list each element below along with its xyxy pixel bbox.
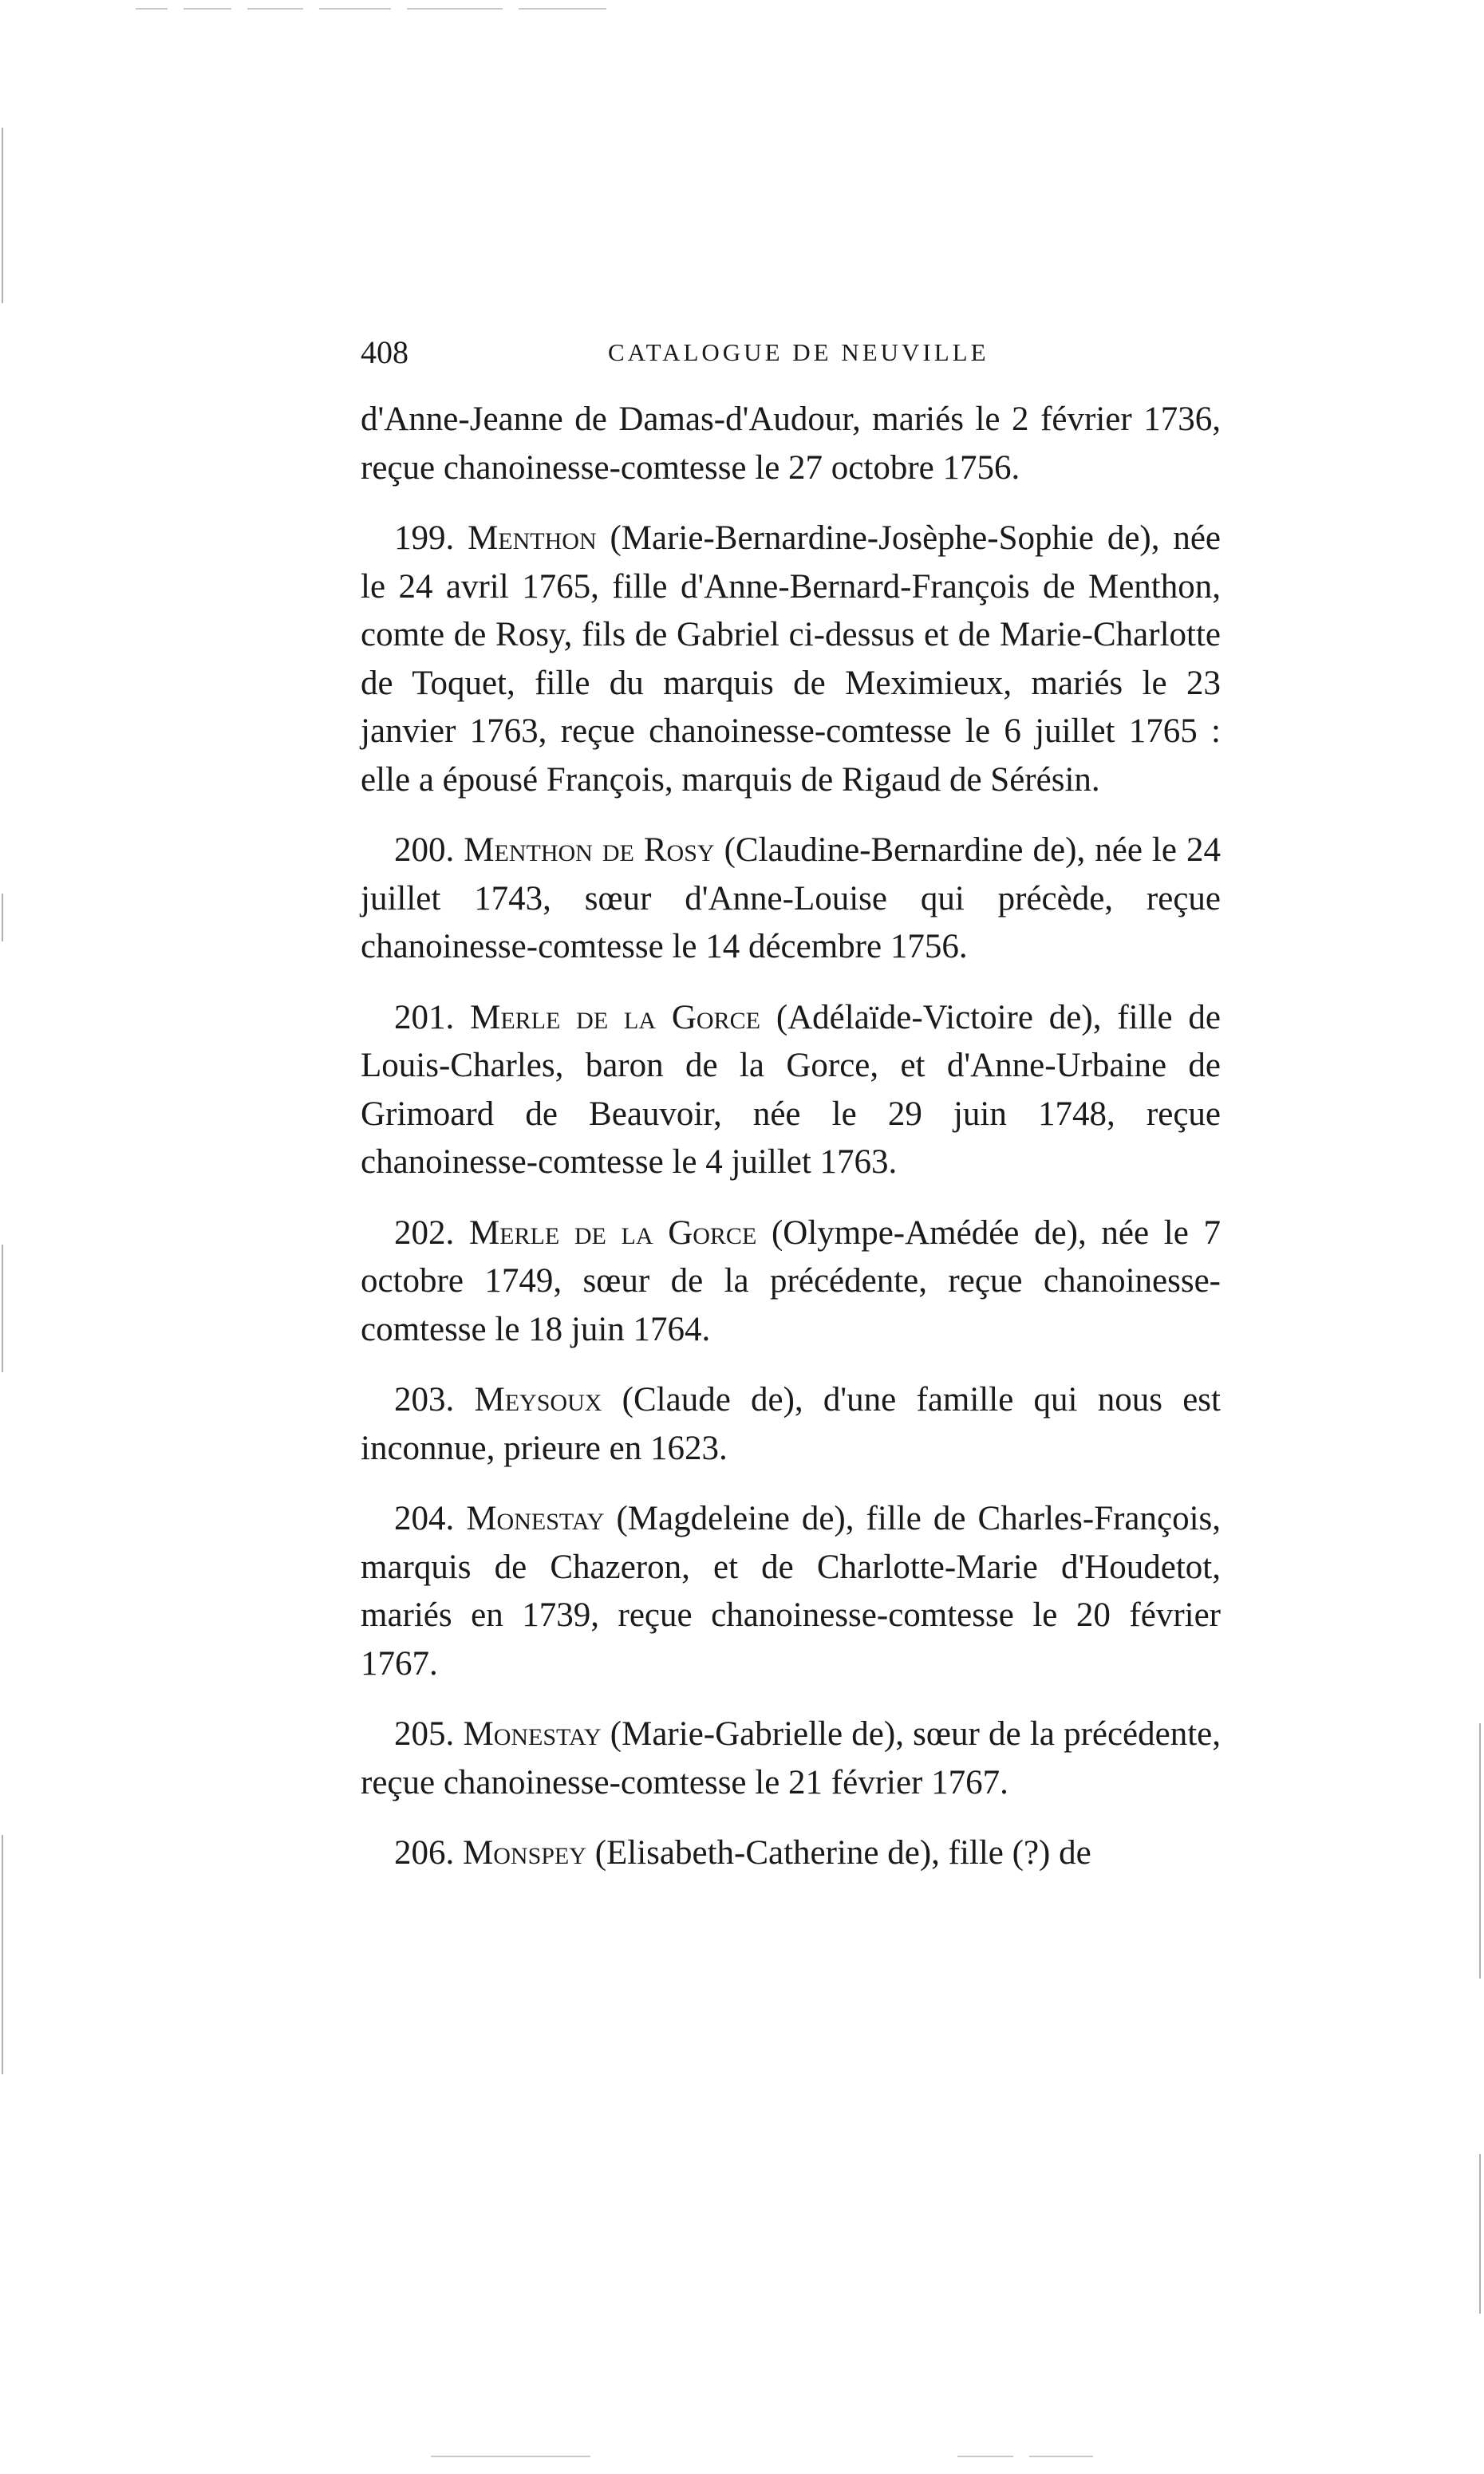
entry-family-name: Meysoux [474,1381,602,1419]
catalogue-entry-205 [361,1710,1221,1807]
catalogue-entry-199 [361,515,1221,804]
entry-number: 205. [394,1715,455,1753]
scan-artifact [431,2456,590,2457]
entry-text: (Marie-Bernardine-Josèphe-Sophie de), née le 24 avril 1765, fille d'Anne-Bernard-François de Menthon, comte de Rosy, fils de Gabriel ci-dessus et de Marie-Charlotte de Toquet, fille du marquis de Meximieux, mariés le 23 janvier 1763, reçue chanoinesse-comtesse le 6 juillet 1765 : elle a épousé François, marquis de Rigaud de Sérésin. [361,519,1221,799]
entry-number: 199. [394,519,455,557]
entry-number: 200. [394,831,455,869]
entry-family-name: Monspey [463,1834,586,1872]
scan-artifact [184,8,231,10]
catalogue-entry-204 [361,1495,1221,1688]
scan-artifact [1479,2154,1481,2314]
continuation-paragraph: d'Anne-Jeanne de Damas-d'Audour, mariés le 2 février 1736, reçue chanoinesse-comtesse le 27 octobre 1756. [361,400,1221,487]
catalogue-entry-200 [361,827,1221,972]
page-number: 408 [361,334,408,370]
scan-artifact [2,128,3,303]
scan-artifact [2,1835,3,2074]
scan-artifact [136,8,168,10]
scan-artifact [407,8,503,10]
entry-text: (Elisabeth-Catherine de), fille (?) de [594,1834,1091,1872]
entry-text: (Adélaïde-Victoire de), fille de Louis-Charles, baron de la Gorce, et d'Anne-Urbaine de Grimoard de Beauvoir, née le 29 juin 1748, reçue chanoinesse-comtesse le 4 juillet 1763. [361,998,1222,1181]
scan-artifact [2,894,3,941]
entry-text: (Magdeleine de), fille de Charles-François, marquis de Chazeron, et de Charlotte-Marie d'Houdetot, mariés en 1739, reçue chanoinesse-comtesse le 20 février 1767. [361,1500,1222,1683]
entry-number: 202. [394,1213,455,1252]
entry-text: (Claudine-Bernardine de), née le 24 juillet 1743, sœur d'Anne-Louise qui précède, reçue chanoinesse-comtesse le 14 décembre 1756. [361,831,1221,965]
running-title: CATALOGUE DE NEUVILLE [608,338,989,366]
catalogue-entry-206 [361,1829,1221,1878]
entry-family-name: Monestay [466,1500,605,1537]
entry-family-name: Menthon de Rosy [464,831,715,869]
catalogue-entry-202 [361,1209,1221,1355]
entry-text: (Marie-Gabrielle de), sœur de la précédente, reçue chanoinesse-comtesse le 21 février 1767. [361,1715,1222,1801]
scan-artifact [957,2456,1013,2457]
entry-family-name: Merle de la Gorce [470,998,760,1036]
entry-family-name: Menthon [468,519,597,557]
body-text [361,396,1221,1878]
scan-artifact [1029,2456,1093,2457]
entry-family-name: Monestay [463,1715,602,1753]
entry-number: 206. [394,1834,455,1872]
entry-family-name: Merle de la Gorce [468,1213,757,1252]
running-header [361,333,1222,381]
catalogue-entry-203 [361,1376,1221,1473]
scan-artifact [247,8,303,10]
scan-artifact [319,8,391,10]
entry-number: 204. [394,1500,455,1537]
scan-artifact [519,8,606,10]
catalogue-entry-201 [361,994,1221,1187]
entry-text: (Olympe-Amédée de), née le 7 octobre 1749, sœur de la précédente, reçue chanoinesse-comtesse le 18 juin 1764. [361,1213,1221,1348]
scan-artifact [1479,1723,1481,1979]
entry-number: 203. [394,1381,455,1419]
scan-artifact [2,1245,3,1372]
entry-number: 201. [394,998,455,1036]
entry-text: (Claude de), d'une famille qui nous est inconnue, prieure en 1623. [361,1381,1221,1467]
